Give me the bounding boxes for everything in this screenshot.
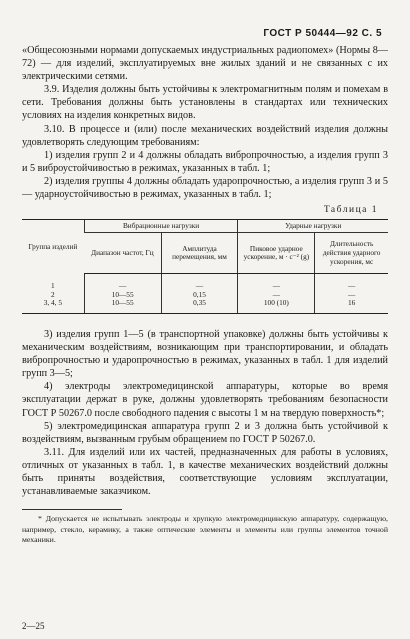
table-row	[22, 274, 388, 291]
table-cell: 10—55	[84, 291, 161, 300]
page-header: ГОСТ Р 50444—92 С. 5	[263, 28, 382, 39]
table-cell: —	[84, 274, 161, 291]
table-cell: 10—55	[84, 299, 161, 313]
body-text	[22, 44, 388, 545]
page-number: 2—25	[22, 621, 45, 631]
table-cell: 2	[51, 289, 55, 299]
col-group-vibration: Вибрационные нагрузки	[84, 220, 238, 233]
paragraph-radio-noise-norms: «Общесоюзными нормами допускаемых индустриальных радиопомех» (Нормы 8—72) — для изделий, эксплуатируемых вне жилых зданий и не связанных с их электрическими сетями.	[22, 45, 388, 83]
table-cell: 100 (10)	[238, 299, 315, 313]
table-cell: 0,35	[161, 299, 238, 313]
col-header-frequency: Диапазон частот, Гц	[84, 233, 161, 274]
footnote: * Допускается не испытывать электроды и хрупкую электромедицинскую аппаратуру, содержащую, например, стекло, керамику, а также оптические элементы и элементы или группы элементов точной механики.	[22, 514, 388, 545]
footnote-divider	[22, 509, 122, 510]
table-cell: —	[238, 274, 315, 291]
table-cell: 3, 4, 5	[22, 299, 84, 313]
paragraph-item-5: 5) электромедицинская аппаратура групп 2 и 3 должна быть устойчивой к воздействиям, вызванным грубым обращением по ГОСТ Р 50267.0.	[22, 420, 388, 445]
paragraph-item-2: 2) изделия группы 4 должны обладать ударопрочностью, а изделия групп 3 и 5 — ударноустойчивостью в режимах, указанных в табл. 1;	[22, 175, 388, 201]
table-cell: 16	[315, 299, 388, 313]
table-1	[22, 219, 388, 314]
paragraph-3-11: 3.11. Для изделий или их частей, предназначенных для работы в условиях, отличных от указанных в табл. 1, в качестве механических воздействий должны быть приняты воздействия, соответствующие условиям эксплуатации, устанавливаемые заказчиком.	[22, 446, 388, 498]
table-cell: —	[315, 274, 388, 291]
table-cell: —	[161, 274, 238, 291]
table-caption: Таблица 1	[323, 205, 378, 216]
col-header-group: Группа изделий	[22, 220, 84, 274]
paragraph-item-1: 1) изделия групп 2 и 4 должны обладать вибропрочностью, а изделия групп 3 и 5 виброустойчивостью в режимах, указанных в табл. 1;	[22, 149, 388, 174]
paragraph-item-4: 4) электроды электромедицинской аппаратуры, которые во время эксплуатации держат в руке, должны удовлетворять требованиям безопасности ГОСТ Р 50267.0 после свободного падения с высоты 1 м на твердую поверхность*;	[22, 381, 388, 419]
table-row	[22, 299, 388, 313]
col-header-duration: Длительность действия ударного ускорения, мс	[315, 233, 388, 274]
col-header-amplitude: Амплитуда перемещения, мм	[161, 233, 238, 274]
col-group-shock: Ударные нагрузки	[238, 220, 388, 233]
paragraph-3-9: 3.9. Изделия должны быть устойчивы к электромагнитным полям и помехам в сети. Требования должны быть установлены в стандартах или технических условиях на изделия конкретных видов.	[22, 84, 388, 122]
paragraph-item-3: 3) изделия групп 1—5 (в транспортной упаковке) должны быть устойчивы к механическим воздействиям, возникающим при транспортировании, и обладать вибропрочностью и ударопрочностью в режимах, указанных в табл. 1 для изделий групп 3—5;	[22, 329, 388, 380]
paragraph-3-10: 3.10. В процессе и (или) после механических воздействий изделия должны удовлетворять следующим требованиям:	[22, 123, 388, 148]
table-cell: 1	[51, 280, 55, 290]
table-cell: 0,15	[161, 291, 238, 300]
col-header-peak-acceleration: Пиковое ударное ускорение, м · с⁻² (g)	[238, 233, 315, 274]
table-cell: —	[315, 291, 388, 300]
table-cell: —	[238, 291, 315, 300]
